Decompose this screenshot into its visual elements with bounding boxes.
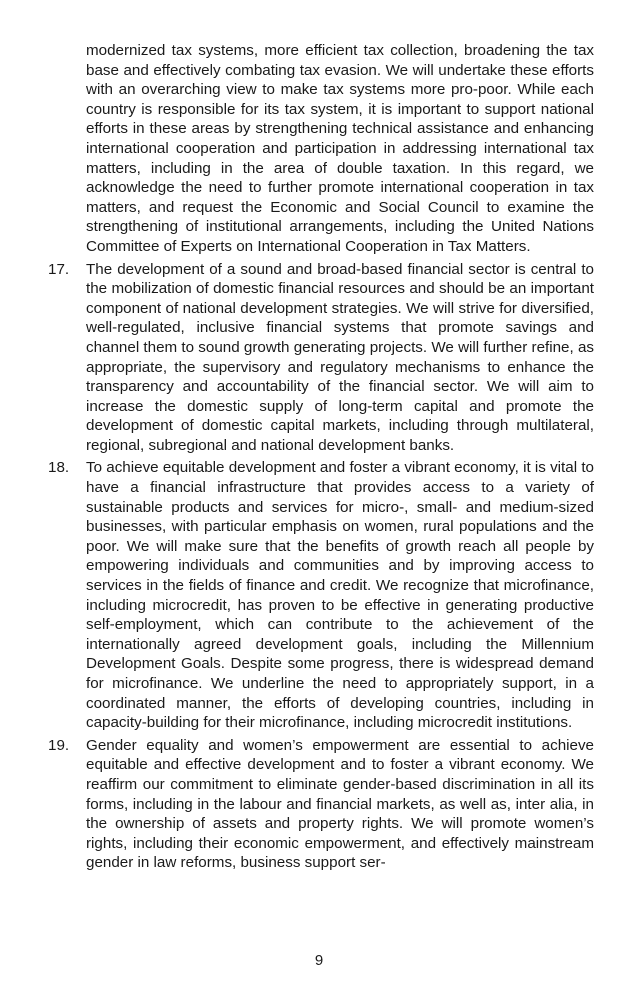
paragraph-number: 18. [48, 459, 70, 477]
paragraph-19 [48, 736, 594, 873]
paragraph-text: Gender equality and women’s empowerment are essential to achieve equitable and effective development and to foster a vibrant economy. We reaffirm our commitment to eliminate gender-based discrimination in all its forms, including in the labour and financial markets, as well as, inter alia, in the ownership of assets and property rights. We will promote women’s rights, including their economic empowerment, and effectively mainstream gender in law reforms, business support ser- [86, 736, 594, 872]
paragraph-number: 17. [48, 260, 70, 278]
document-body [48, 41, 594, 876]
paragraph-18 [48, 458, 594, 732]
page-number: 9 [314, 952, 324, 969]
paragraph-17 [48, 260, 594, 456]
paragraph-text: To achieve equitable development and foster a vibrant economy, it is vital to have a financial infrastructure that provides access to a variety of sustainable products and services for micro-, small- and medium-sized businesses, with particular emphasis on women, rural populations and the poor. We will make sure that the benefits of growth reach all people by empowering individuals and communities and by improving access to services in the fields of finance and credit. We recognize that microfinance, including microcredit, has proven to be effective in generating productive self-employment, which can contribute to the achievement of the internationally agreed development goals, including the Millennium Development Goals. Despite some progress, there is widespread demand for microfinance. We underline the need to appropriately support, in a coordinated manner, the efforts of developing countries, including in capacity-building for their microfinance, including microcredit institutions. [86, 459, 594, 732]
continued-paragraph: modernized tax systems, more efficient tax collection, broadening the tax base and effectively combating tax evasion. We will undertake these efforts with an overarching view to make tax systems more pro-poor. While each country is responsible for its tax system, it is important to support national efforts in these areas by strengthening technical assistance and enhancing international cooperation and participation in addressing international tax matters, including in the area of double taxation. In this regard, we acknowledge the need to further promote international cooperation in tax matters, and request the Economic and Social Council to examine the strengthening of institutional arrangements, including the United Nations Committee of Experts on International Cooperation in Tax Matters. [86, 42, 594, 255]
paragraph-text: The development of a sound and broad-based financial sector is central to the mobilization of domestic financial resources and should be an important component of national development strategies. We will strive for diversified, well-regulated, inclusive financial systems that promote savings and channel them to sound growth generating projects. We will further refine, as appropriate, the supervisory and regulatory mechanisms to enhance the transparency and accountability of the financial sector. We will aim to increase the domestic supply of long-term capital and promote the development of domestic capital markets, including through multilateral, regional, subregional and national development banks. [86, 260, 594, 454]
paragraph-number: 19. [48, 736, 70, 754]
